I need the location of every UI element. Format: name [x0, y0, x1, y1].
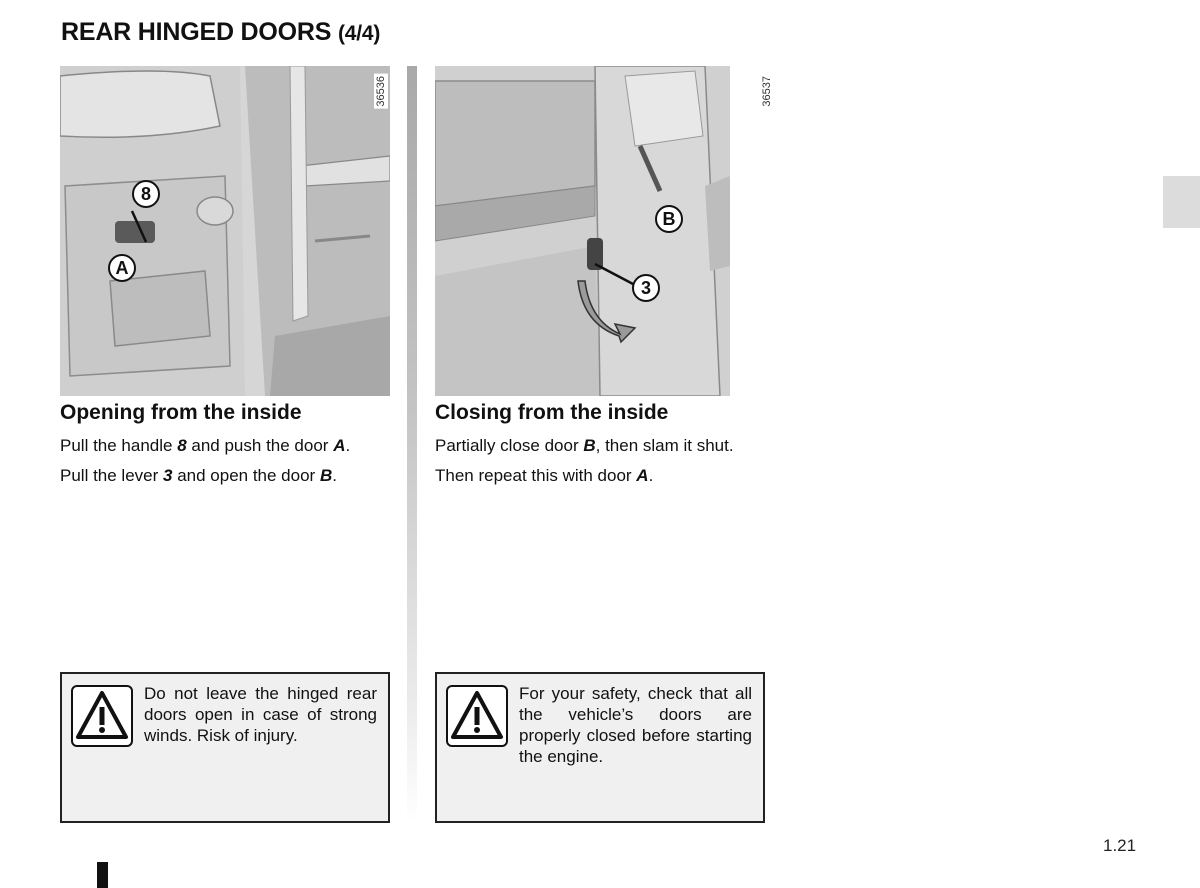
text: Partially close door [435, 436, 584, 455]
section-thumb-tab [1163, 176, 1200, 228]
warning-box-left [60, 672, 390, 823]
text: . [332, 466, 337, 485]
key-ref: B [319, 466, 333, 485]
callout-door-a: A [108, 254, 136, 282]
column-divider [407, 66, 417, 822]
instruction-open-door-a [60, 436, 350, 456]
key-ref: A [636, 466, 649, 485]
text: Pull the lever [60, 466, 163, 485]
warning-box-right [435, 672, 765, 823]
door-illustration-right [435, 66, 730, 396]
text: Then repeat this with door [435, 466, 637, 485]
instruction-open-door-b [60, 466, 337, 486]
figure-opening-inside [60, 66, 390, 396]
text: . [648, 466, 654, 485]
text: . [345, 436, 351, 455]
warning-text: For your safety, check that all the vehicle’s doors are properly closed before starting the engine. [519, 684, 752, 766]
text: Pull the handle [60, 436, 178, 455]
page-title [61, 18, 380, 47]
corner-marker [97, 862, 108, 888]
text: , then slam it shut. [595, 436, 734, 455]
text: and open the door [172, 466, 320, 485]
page-title-text: REAR HINGED DOORS [61, 18, 332, 46]
key-ref: 8 [177, 436, 187, 455]
key-ref: A [333, 436, 346, 455]
warning-triangle-icon [446, 685, 508, 747]
page-title-part: (4/4) [337, 22, 381, 45]
door-illustration-left [60, 66, 390, 396]
warning-text: Do not leave the hinged rear doors open in case of strong winds. Risk of injury. [144, 684, 377, 745]
figure-number: 36537 [761, 76, 773, 107]
figure-closing-inside [435, 66, 773, 396]
text: and push the door [186, 436, 334, 455]
instruction-close-door-b [435, 436, 734, 456]
key-ref: 3 [163, 466, 173, 485]
warning-triangle-icon [71, 685, 133, 747]
callout-lever-3: 3 [632, 274, 660, 302]
instruction-close-door-a [435, 466, 653, 486]
callout-door-b: B [655, 205, 683, 233]
page-number: 1.21 [1103, 836, 1137, 855]
heading-opening-inside: Opening from the inside [60, 401, 302, 424]
callout-handle-8: 8 [132, 180, 160, 208]
figure-number: 36536 [375, 76, 387, 107]
key-ref: B [583, 436, 596, 455]
heading-closing-inside: Closing from the inside [435, 401, 669, 424]
